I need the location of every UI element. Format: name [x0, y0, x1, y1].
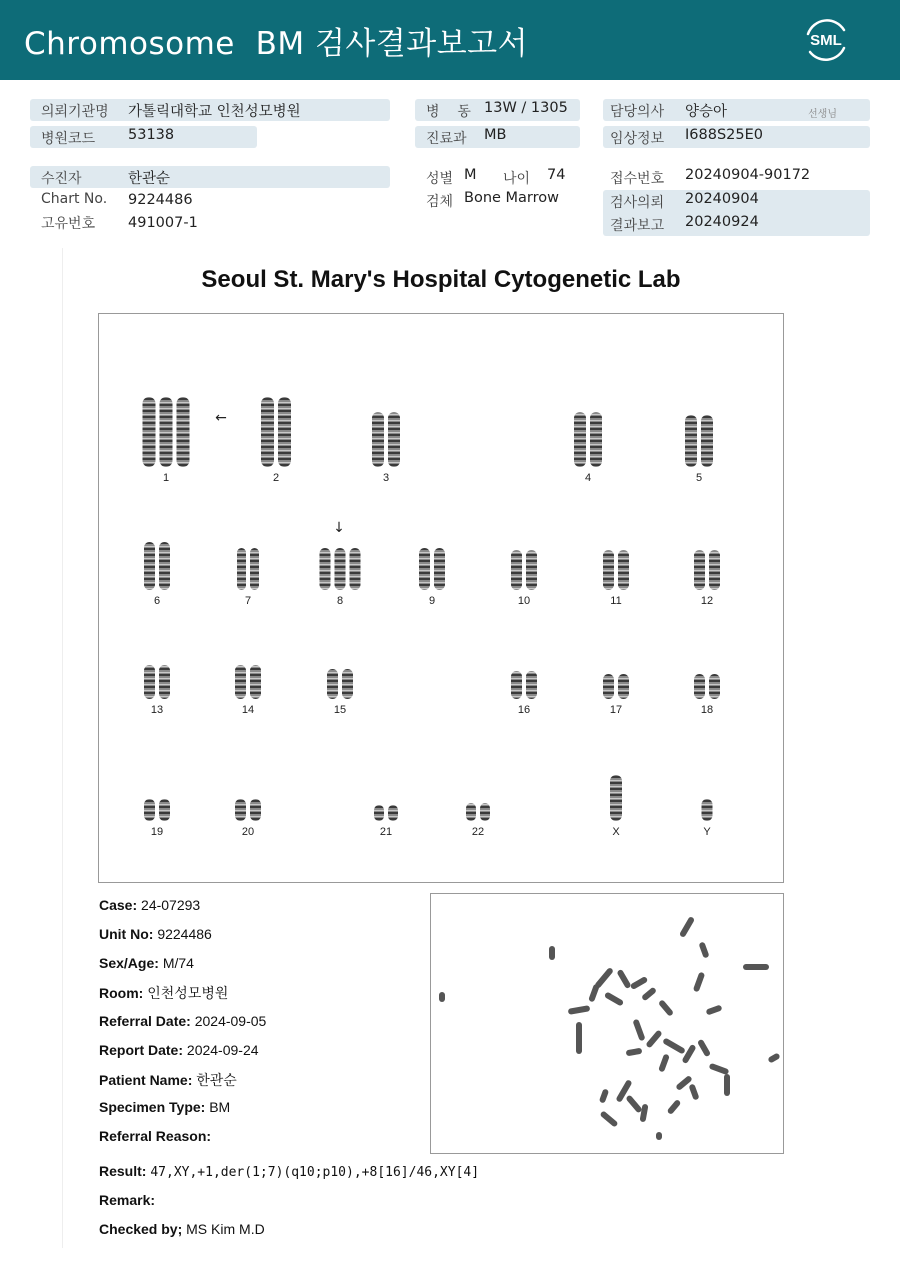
chromosome-8-homolog: [320, 548, 331, 590]
metaphase-chromosome: [632, 1019, 645, 1042]
metaphase-chromosome: [767, 1052, 780, 1063]
institution-value: 가톨릭대학교 인천성모병원: [128, 104, 301, 120]
chromosome-label: 12: [700, 595, 714, 607]
patient-value: 한관순: [128, 171, 171, 187]
institution-label: 의뢰기관명: [41, 104, 109, 120]
chromosome-3-homolog: [372, 412, 384, 467]
metaphase-chromosome: [604, 991, 624, 1006]
chromosome-label: 17: [609, 704, 623, 716]
specimen-value: Bone Marrow: [464, 190, 560, 206]
metaphase-chromosome: [626, 1048, 643, 1057]
chromosome-label: 9: [428, 595, 436, 607]
hospital-code-value: 53138: [128, 127, 175, 143]
chromosome-label: 18: [700, 704, 714, 716]
metaphase-spread: [431, 894, 783, 1153]
metaphase-chromosome: [588, 984, 600, 1003]
chromosome-4-homolog: [574, 412, 586, 467]
metaphase-chromosome: [599, 1088, 609, 1103]
chromosome-label: 13: [150, 704, 164, 716]
chromosome-22: [466, 803, 490, 821]
metaphase-chromosome: [698, 941, 709, 958]
chromosome-19-homolog: [144, 799, 155, 821]
chromosome-17: [603, 674, 629, 699]
sexage-field: Sex/Age: M/74: [99, 955, 194, 971]
metaphase-chromosome: [688, 1083, 699, 1100]
ward-value: 13W / 1305: [484, 100, 568, 116]
chart-value: 9224486: [128, 192, 193, 208]
metaphase-chromosome: [743, 964, 769, 970]
chromosome-label: 16: [517, 704, 531, 716]
chromosome-4: [574, 412, 602, 467]
checked-by-field: Checked by; MS Kim M.D: [99, 1221, 265, 1237]
chromosome-11-homolog: [618, 550, 629, 590]
chromosome-21: [374, 805, 398, 821]
chromosome-8-homolog: [335, 548, 346, 590]
chromosome-9-homolog: [434, 548, 445, 590]
chromosome-label: 14: [241, 704, 255, 716]
specimen-label: 검체: [426, 194, 454, 210]
chromosome-18: [694, 674, 720, 699]
chromosome-Y-homolog: [702, 799, 713, 821]
karyogram-image: [99, 314, 783, 882]
unit-value: 9224486: [157, 926, 212, 942]
chromosome-label: 21: [379, 826, 393, 838]
metaphase-chromosome: [658, 999, 674, 1017]
metaphase-chromosome: [724, 1074, 730, 1096]
chromosome-8-homolog: [350, 548, 361, 590]
metaphase-chromosome: [658, 1054, 670, 1073]
chromosome-14-homolog: [235, 665, 246, 699]
chromosome-12: [694, 550, 720, 590]
chromosome-10: [511, 550, 537, 590]
metaphase-chromosome: [679, 916, 695, 938]
chromosome-6: [144, 542, 170, 590]
chromosome-label: 11: [610, 595, 622, 607]
dept-value: MB: [484, 127, 507, 143]
chromosome-5-homolog: [701, 415, 713, 467]
chromosome-13: [144, 665, 170, 699]
metaphase-chromosome: [625, 1094, 642, 1113]
chromosome-2-homolog: [278, 397, 291, 467]
chromosome-1: [143, 397, 190, 467]
metaphase-chromosome: [599, 1110, 618, 1127]
report-header: [0, 0, 900, 80]
chromosome-5: [685, 415, 713, 467]
chromosome-X: [610, 775, 622, 821]
chromosome-label: Y: [703, 826, 711, 838]
chromosome-17-homolog: [618, 674, 629, 699]
chromosome-7-homolog: [250, 548, 259, 590]
metaphase-chromosome: [705, 1004, 722, 1015]
chromosome-7: [237, 548, 259, 590]
doctor-value: 양승아: [685, 104, 728, 120]
chromosome-label: 10: [517, 595, 531, 607]
chromosome-label: 4: [584, 472, 592, 484]
chromosome-label: 22: [471, 826, 485, 838]
report-date-value: 2024-09-24: [186, 1042, 259, 1058]
chromosome-17-homolog: [603, 674, 614, 699]
chromosome-13-homolog: [144, 665, 155, 699]
metaphase-chromosome: [667, 1099, 682, 1115]
chromosome-7-homolog: [237, 548, 246, 590]
checked-by-value: MS Kim M.D: [186, 1221, 265, 1237]
chromosome-label: 1: [162, 472, 170, 484]
chromosome-16-homolog: [511, 671, 522, 699]
chromosome-15-homolog: [342, 669, 353, 699]
age-label: 나이: [503, 171, 531, 187]
unit-field: Unit No: 9224486: [99, 926, 212, 942]
karyogram: [98, 313, 784, 883]
chromosome-label: X: [612, 826, 620, 838]
chromosome-3: [372, 412, 400, 467]
chromosome-21-homolog: [374, 805, 384, 821]
chromosome-9-homolog: [419, 548, 430, 590]
chromosome-16: [511, 671, 537, 699]
chromosome-22-homolog: [480, 803, 490, 821]
referral-reason-field: Referral Reason:: [99, 1128, 212, 1144]
down-arrow-icon: ↓: [333, 520, 345, 536]
clinical-label: 임상정보: [610, 131, 665, 147]
left-arrow-icon: ←: [215, 410, 227, 426]
sex-value: M: [464, 167, 477, 183]
chromosome-15-homolog: [327, 669, 338, 699]
sml-logo-icon: [800, 14, 852, 66]
doctor-label: 담당의사: [610, 104, 665, 120]
chromosome-1-homolog: [160, 397, 173, 467]
receipt-label: 접수번호: [610, 171, 665, 187]
chromosome-15: [327, 669, 353, 699]
report-date-field: Report Date: 2024-09-24: [99, 1042, 259, 1058]
chromosome-20-homolog: [250, 799, 261, 821]
chart-label: Chart No.: [41, 191, 108, 207]
clinical-value: I688S25E0: [685, 127, 763, 143]
result-field: Result: 47,XY,+1,der(1;7)(q10;p10),+8[16]/46,XY[4]: [99, 1163, 480, 1180]
metaphase-chromosome: [439, 992, 445, 1002]
chromosome-8: [320, 548, 361, 590]
result-value: 47,XY,+1,der(1;7)(q10;p10),+8[16]/46,XY[4]: [150, 1165, 480, 1180]
lab-title: Seoul St. Mary's Hospital Cytogenetic Lab: [201, 266, 681, 293]
chromosome-14: [235, 665, 261, 699]
chromosome-Y: [702, 799, 713, 821]
chromosome-18-homolog: [694, 674, 705, 699]
chromosome-11: [603, 550, 629, 590]
patient-name-field: Patient Name: 한관순: [99, 1072, 237, 1088]
patient-name-value: 한관순: [196, 1072, 237, 1088]
unique-label: 고유번호: [41, 216, 96, 232]
metaphase-chromosome: [568, 1005, 591, 1015]
logo-text: SML: [810, 32, 842, 49]
chromosome-label: 15: [333, 704, 347, 716]
chromosome-6-homolog: [159, 542, 170, 590]
chromosome-X-homolog: [610, 775, 622, 821]
chromosome-19-homolog: [159, 799, 170, 821]
chromosome-16-homolog: [526, 671, 537, 699]
patient-row: [30, 166, 390, 188]
chromosome-2-homolog: [261, 397, 274, 467]
specimen-type-field: Specimen Type: BM: [99, 1099, 231, 1115]
chromosome-18-homolog: [709, 674, 720, 699]
receipt-value: 20240904-90172: [685, 167, 811, 183]
referral-value: 2024-09-05: [194, 1013, 267, 1029]
age-value: 74: [547, 167, 566, 183]
chromosome-10-homolog: [526, 550, 537, 590]
chromosome-label: 2: [272, 472, 280, 484]
chromosome-12-homolog: [709, 550, 720, 590]
chromosome-1-homolog: [177, 397, 190, 467]
chromosome-11-homolog: [603, 550, 614, 590]
request-label: 검사의뢰: [610, 195, 665, 211]
room-value: 인천성모병원: [147, 985, 229, 1001]
metaphase-chromosome: [656, 1132, 662, 1140]
chromosome-12-homolog: [694, 550, 705, 590]
ward-label: 병 동: [426, 104, 471, 120]
chromosome-1-homolog: [143, 397, 156, 467]
report-title: Chromosome BM 검사결과보고서: [24, 26, 529, 62]
report-label: 결과보고: [610, 218, 665, 234]
metaphase-chromosome: [645, 1029, 662, 1048]
chromosome-label: 5: [695, 472, 703, 484]
chromosome-label: 8: [336, 595, 344, 607]
chromosome-3-homolog: [388, 412, 400, 467]
metaphase-chromosome: [693, 972, 705, 993]
chromosome-4-homolog: [590, 412, 602, 467]
chromosome-label: 20: [241, 826, 255, 838]
chromosome-19: [144, 799, 170, 821]
hospital-code-label: 병원코드: [41, 131, 96, 147]
room-field: Room: 인천성모병원: [99, 985, 229, 1001]
chromosome-10-homolog: [511, 550, 522, 590]
metaphase-chromosome: [576, 1022, 582, 1054]
chromosome-label: 3: [382, 472, 390, 484]
metaphase-chromosome: [662, 1037, 686, 1054]
chromosome-2: [261, 397, 291, 467]
metaphase-chromosome: [616, 969, 631, 989]
chromosome-label: 7: [244, 595, 252, 607]
sexage-value: M/74: [162, 955, 194, 971]
dept-label: 진료과: [426, 131, 467, 147]
remark-field: Remark:: [99, 1192, 156, 1208]
chromosome-14-homolog: [250, 665, 261, 699]
metaphase-image: [430, 893, 784, 1154]
chromosome-21-homolog: [388, 805, 398, 821]
unique-value: 491007-1: [128, 215, 198, 231]
request-value: 20240904: [685, 191, 759, 207]
report-value: 20240924: [685, 214, 759, 230]
chromosome-20-homolog: [235, 799, 246, 821]
referral-field: Referral Date: 2024-09-05: [99, 1013, 267, 1029]
patient-label: 수진자: [41, 171, 82, 187]
case-field: Case: 24-07293: [99, 897, 201, 913]
case-value: 24-07293: [141, 897, 201, 913]
chromosome-20: [235, 799, 261, 821]
chromosome-9: [419, 548, 445, 590]
chromosome-label: 6: [153, 595, 161, 607]
metaphase-chromosome: [697, 1039, 711, 1058]
metaphase-chromosome: [549, 946, 555, 960]
metaphase-chromosome: [709, 1063, 730, 1075]
sex-label: 성별: [426, 171, 454, 187]
chromosome-6-homolog: [144, 542, 155, 590]
metaphase-chromosome: [641, 987, 657, 1002]
metaphase-chromosome: [681, 1044, 696, 1064]
metaphase-chromosome: [639, 1104, 648, 1123]
chromosome-22-homolog: [466, 803, 476, 821]
chromosome-5-homolog: [685, 415, 697, 467]
metaphase-chromosome: [630, 976, 649, 990]
chromosome-label: 19: [150, 826, 164, 838]
doctor-suffix: 선생님: [808, 109, 837, 120]
chromosome-13-homolog: [159, 665, 170, 699]
specimen-type-value: BM: [209, 1099, 231, 1115]
